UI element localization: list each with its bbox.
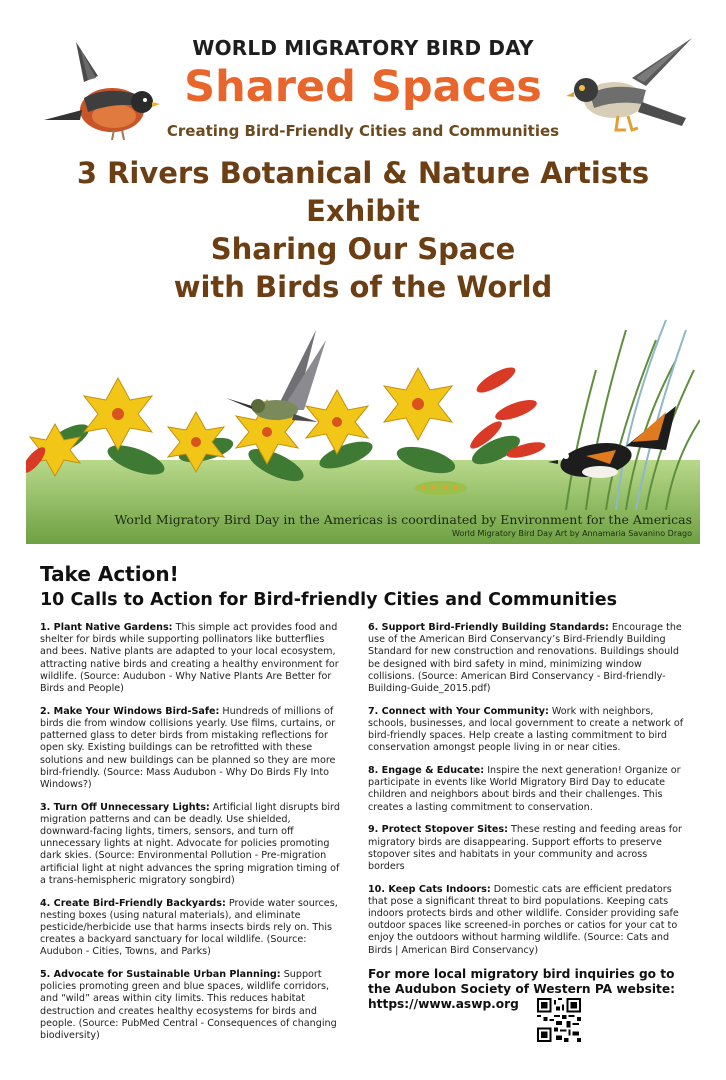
call-text: Provide water sources, nesting boxes (using natural materials), and eliminate pesticide/herbicide use that harms insects birds rely on. This creates a backyard sanctuary for local wildlife. (Source: Audubon - Cities, Towns, and Parks) [40, 897, 338, 958]
exhibit-line-1: 3 Rivers Botanical & Nature Artists [76, 156, 650, 190]
call-item [40, 802, 340, 887]
call-title: 5. Advocate for Sustainable Urban Planning: [40, 969, 281, 981]
call-title: 9. Protect Stopover Sites: [368, 824, 508, 836]
qr-code-icon[interactable] [537, 998, 581, 1042]
call-item [40, 622, 340, 695]
call-item [368, 884, 686, 957]
footer-info [368, 967, 686, 1012]
banner-caption: World Migratory Bird Day in the Americas is coordinated by Environment for the Americas [114, 512, 692, 527]
call-title: 3. Turn Off Unnecessary Lights: [40, 801, 210, 813]
call-item [368, 765, 686, 814]
theme-tagline: Creating Bird-Friendly Cities and Communities [166, 122, 560, 140]
call-title: 7. Connect with Your Community: [368, 705, 549, 717]
call-text: These resting and feeding areas for migratory birds are disappearing. Support efforts to preserve stopover sites and habitats in your community and across borders [368, 824, 682, 872]
call-text: Artificial light disrupts bird migration patterns and can be deadly. Use shielded, downward-facing lights, timers, sensors, and turn off unnecessary lights at night. Advocate for policies promoting dark skies. (Source: Environmental Pollution - Pre-migration artificial light at night advances the spring migration timing of a trans-hemispheric migratory songbird) [40, 801, 340, 886]
garden-bird-artwork [26, 310, 700, 544]
call-item [40, 706, 340, 791]
call-text: Domestic cats are efficient predators that pose a significant threat to bird populations. Keeping cats indoors protects birds and other wildlife. Consider providing safe outdoor spaces like screened-in porches or catios for your cat to enjoy the outdoors without harming wildlife. (Source: Cats and Birds | American Bird Conservancy) [368, 883, 679, 956]
call-title: 10. Keep Cats Indoors: [368, 883, 491, 895]
call-text: Encourage the use of the American Bird Conservancy’s Bird-Friendly Building Standard for new construction and renovations. Buildings should be designed with bird safety in mind, minimizing window collisions. (Source: American Bird Conservancy - Bird-friendly-Building-Guide_2015.pdf) [368, 622, 682, 695]
artwork-credit: World Migratory Bird Day Art by Annamaria Savanino Drago [452, 529, 692, 538]
call-text: Inspire the next generation! Organize or participate in events like World Migratory Bird Day to educate children and neighbors about birds and their challenges. This creates a lasting commitment to conservation. [368, 765, 681, 813]
exhibit-line-3: Sharing Our Space [210, 232, 516, 266]
section-heading: Take Action! [40, 562, 179, 586]
exhibit-line-4: with Birds of the World [173, 270, 553, 304]
calls-column-right [368, 622, 686, 1012]
call-text: Hundreds of millions of birds die from window collisions yearly. Use films, curtains, or patterned glass to deter birds from mistaking reflections for open sky. Existing buildings can be retrofitted with these solutions and new buildings can be planned so they are more bird-friendly. (Source: Mass Audubon - Why Do Birds Fly Into Windows?) [40, 705, 336, 790]
call-item [368, 622, 686, 695]
theme-title: Shared Spaces [184, 62, 542, 112]
footer-text: For more local migratory bird inquiries go to the Audubon Society of Western PA website: [368, 967, 675, 997]
call-item [40, 969, 340, 1042]
call-text: Support policies promoting green and blue spaces, wildlife corridors, and “wild” areas within city limits. This reduces habitat destruction and creates healthy ecosystems for birds and people. (Source: PubMed Central - Consequences of changing biodiversity) [40, 969, 337, 1042]
calls-column-left [40, 622, 340, 1053]
call-title: 6. Support Bird-Friendly Building Standards: [368, 622, 609, 633]
call-text: This simple act provides food and shelter for birds while supporting pollinators like butterflies and bees. Native plants are adapted to your local ecosystem, attracting native birds and creating a healthy environment for wildlife. (Source: Audubon - Why Native Plants Are Better for Birds and People) [40, 622, 339, 695]
section-subheading: 10 Calls to Action for Bird-friendly Cities and Communities [40, 590, 618, 610]
call-text: Work with neighbors, schools, businesses, and local government to create a network of bird-friendly spaces. Help create a lasting commitment to bird conservation amongst people living in or near cities. [368, 705, 684, 754]
event-name: WORLD MIGRATORY BIRD DAY [192, 36, 534, 60]
website-link[interactable]: https://www.aswp.org [368, 997, 519, 1012]
call-title: 8. Engage & Educate: [368, 765, 485, 777]
call-title: 4. Create Bird-Friendly Backyards: [40, 897, 226, 909]
call-item [40, 898, 340, 959]
call-title: 1. Plant Native Gardens: [40, 622, 173, 633]
exhibit-title [20, 154, 706, 306]
artwork-banner [26, 310, 700, 544]
call-title: 2. Make Your Windows Bird-Safe: [40, 705, 220, 717]
exhibit-line-2: Exhibit [306, 194, 420, 228]
call-item [368, 706, 686, 755]
poster-header [0, 0, 726, 310]
call-item [368, 824, 686, 873]
